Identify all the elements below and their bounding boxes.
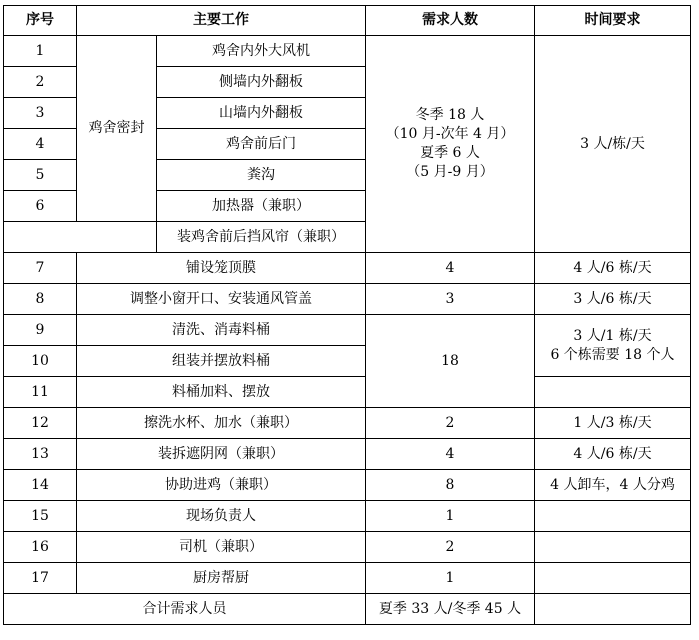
time-cell: 3 人/6 栋/天 — [535, 284, 691, 315]
people-cell: 1 — [366, 501, 535, 532]
work-cell: 粪沟 — [157, 160, 366, 191]
header-row — [4, 6, 691, 36]
people-cell: 2 — [366, 532, 535, 563]
seq-cell: 5 — [4, 160, 77, 191]
total-label: 合计需求人员 — [4, 594, 366, 625]
seq-cell: 2 — [4, 67, 77, 98]
seq-cell: 8 — [4, 284, 77, 315]
group2-people: 18 — [366, 315, 535, 408]
people-cell: 8 — [366, 470, 535, 501]
group-label: 鸡舍密封 — [77, 36, 157, 222]
time-cell — [535, 532, 691, 563]
people-cell: 1 — [366, 563, 535, 594]
table-row — [4, 36, 691, 67]
seq-cell: 15 — [4, 501, 77, 532]
header-people: 需求人数 — [366, 6, 535, 36]
time-cell — [535, 377, 691, 408]
total-row — [4, 594, 691, 625]
table-row — [4, 377, 691, 408]
seq-cell: 16 — [4, 532, 77, 563]
people-cell: 3 — [366, 284, 535, 315]
work-cell: 司机（兼职） — [77, 532, 366, 563]
work-cell: 装鸡舍前后挡风帘（兼职） — [157, 222, 366, 253]
time-cell: 4 人/6 栋/天 — [535, 439, 691, 470]
work-cell: 山墙内外翻板 — [157, 98, 366, 129]
total-value: 夏季 33 人/冬季 45 人 — [366, 594, 535, 625]
table-row — [4, 470, 691, 501]
work-cell: 擦洗水杯、加水（兼职） — [77, 408, 366, 439]
group-time: 3 人/栋/天 — [535, 36, 691, 253]
group-people — [366, 36, 535, 253]
group-people-line: 夏季 6 人 — [420, 145, 480, 161]
header-seq: 序号 — [4, 6, 77, 36]
time-cell: 4 人/6 栋/天 — [535, 253, 691, 284]
table-row — [4, 501, 691, 532]
header-work: 主要工作 — [77, 6, 366, 36]
table-row — [4, 439, 691, 470]
people-cell: 4 — [366, 253, 535, 284]
work-cell: 加热器（兼职） — [157, 191, 366, 222]
work-cell: 组装并摆放料桶 — [77, 346, 366, 377]
seq-cell: 14 — [4, 470, 77, 501]
work-cell: 协助进鸡（兼职） — [77, 470, 366, 501]
group2-time-line: 3 人/1 栋/天 — [573, 327, 652, 344]
staffing-table — [3, 5, 691, 625]
seq-cell: 11 — [4, 377, 77, 408]
work-cell: 鸡舍内外大风机 — [157, 36, 366, 67]
table-row — [4, 563, 691, 594]
group-people-line: 冬季 18 人 — [415, 107, 485, 123]
time-cell: 1 人/3 栋/天 — [535, 408, 691, 439]
table-row — [4, 315, 691, 346]
group-people-line: （5 月-9 月） — [406, 164, 494, 180]
seq-cell: 10 — [4, 346, 77, 377]
table-row — [4, 253, 691, 284]
seq-cell: 13 — [4, 439, 77, 470]
total-time-cell — [535, 594, 691, 625]
seq-cell: 7 — [4, 253, 77, 284]
seq-cell: 6 — [4, 191, 77, 222]
work-cell: 厨房帮厨 — [77, 563, 366, 594]
work-cell: 调整小窗开口、安装通风管盖 — [77, 284, 366, 315]
group-people-line: （10 月-次年 4 月） — [385, 126, 515, 142]
work-cell: 料桶加料、摆放 — [77, 377, 366, 408]
people-cell: 4 — [366, 439, 535, 470]
group2-time-line: 6 个栋需要 18 个人 — [550, 346, 675, 363]
seq-cell — [4, 222, 157, 253]
table-row — [4, 408, 691, 439]
work-cell: 现场负责人 — [77, 501, 366, 532]
group2-time — [535, 315, 691, 377]
seq-cell: 17 — [4, 563, 77, 594]
work-cell: 鸡舍前后门 — [157, 129, 366, 160]
seq-cell: 4 — [4, 129, 77, 160]
table-row — [4, 532, 691, 563]
time-cell — [535, 563, 691, 594]
time-cell: 4 人卸车，4 人分鸡 — [535, 470, 691, 501]
header-time: 时间要求 — [535, 6, 691, 36]
seq-cell: 3 — [4, 98, 77, 129]
seq-cell: 9 — [4, 315, 77, 346]
table-row — [4, 284, 691, 315]
work-cell: 清洗、消毒料桶 — [77, 315, 366, 346]
work-cell: 侧墙内外翻板 — [157, 67, 366, 98]
seq-cell: 1 — [4, 36, 77, 67]
people-cell: 2 — [366, 408, 535, 439]
seq-cell: 12 — [4, 408, 77, 439]
work-cell: 装拆遮阴网（兼职） — [77, 439, 366, 470]
time-cell — [535, 501, 691, 532]
work-cell: 铺设笼顶膜 — [77, 253, 366, 284]
